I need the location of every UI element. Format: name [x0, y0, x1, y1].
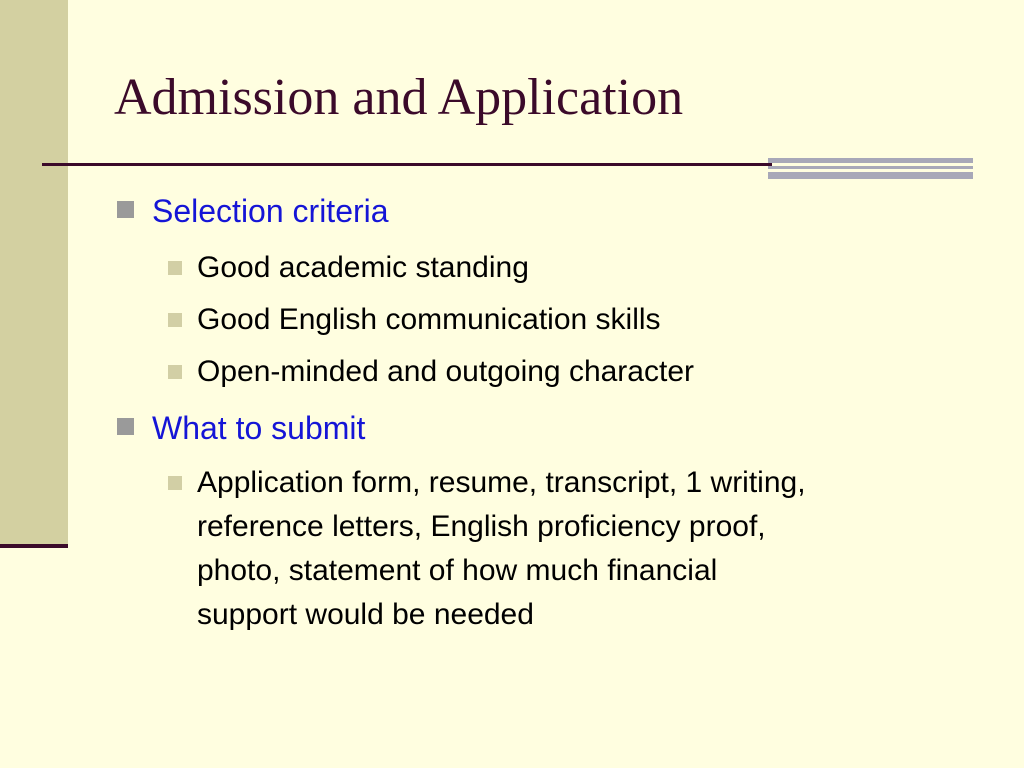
square-bullet-icon — [168, 365, 182, 379]
list-item: Good English communication skills — [197, 303, 661, 336]
square-bullet-icon — [168, 476, 182, 490]
square-bullet-icon — [168, 261, 182, 275]
list-item-line: photo, statement of how much financial — [197, 554, 718, 587]
list-item: Good academic standing — [197, 251, 529, 284]
section-heading: What to submit — [152, 410, 366, 446]
section-heading: Selection criteria — [152, 193, 389, 229]
square-bullet-icon — [117, 201, 134, 218]
square-bullet-icon — [168, 313, 182, 327]
square-bullet-icon — [117, 418, 134, 435]
list-item: Open-minded and outgoing character — [197, 355, 694, 388]
list-item-line: support would be needed — [197, 598, 534, 631]
list-item-line: Application form, resume, transcript, 1 writing, — [197, 466, 806, 499]
list-item-line: reference letters, English proficiency proof, — [197, 510, 766, 543]
slide-title: Admission and Application — [114, 69, 684, 126]
